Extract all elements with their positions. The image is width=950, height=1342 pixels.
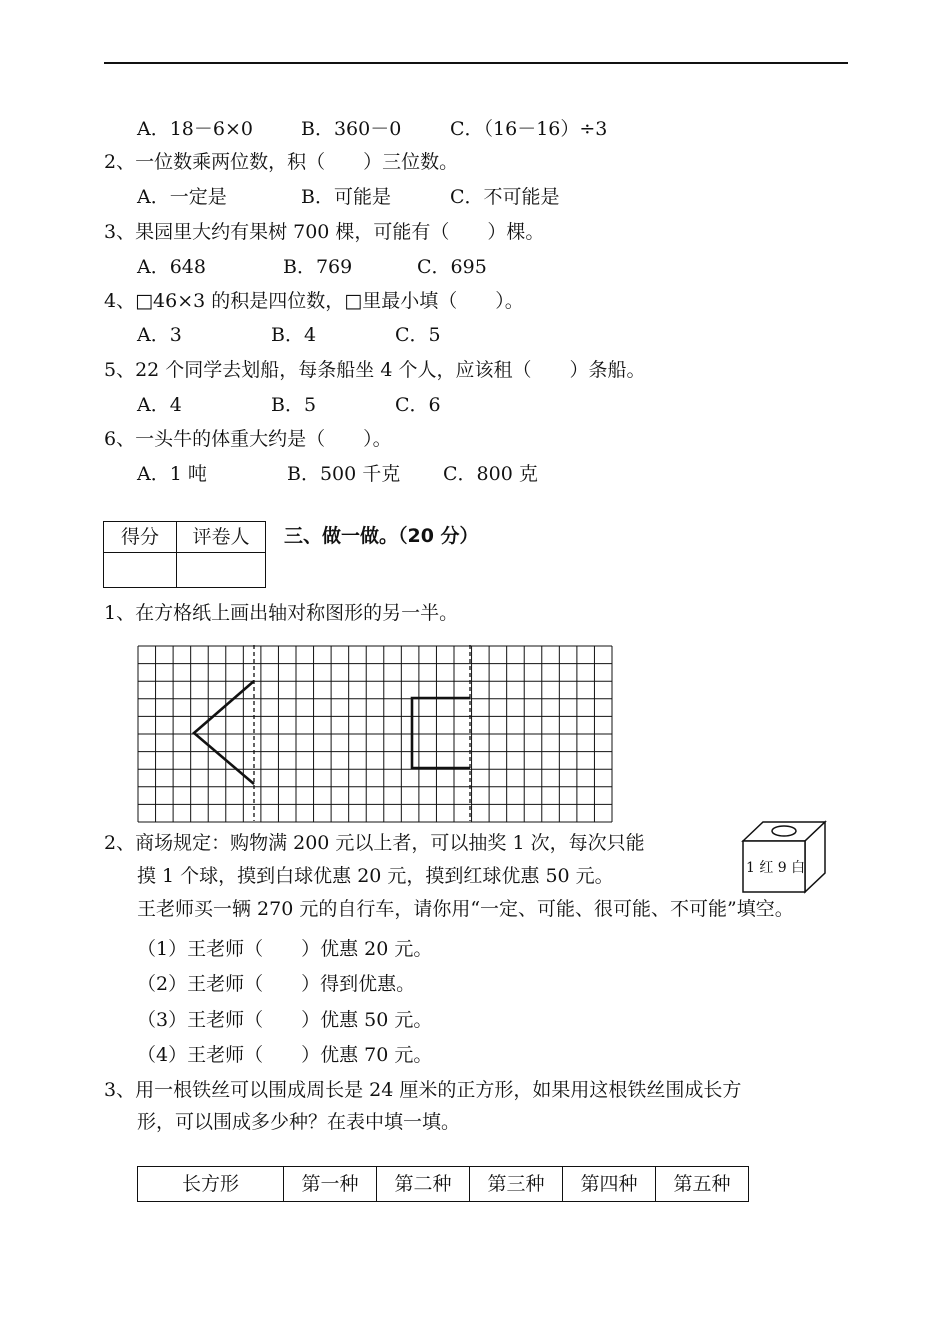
lottery-box-icon [740,820,828,894]
column-fourth: 第四种 [563,1167,656,1202]
sub-question-4: （4）王老师（ ）优惠 70 元。 [137,1044,433,1066]
option-c: C．695 [417,256,487,278]
lottery-box-label: 1 红 9 白 [746,860,806,876]
option-a: A．一定是 [137,186,227,208]
half-figure-left [194,681,254,784]
grid-lines [138,646,612,822]
option-a: A．4 [137,394,182,416]
question-4-options [137,326,441,345]
sub-question-2: （2）王老师（ ）得到优惠。 [137,973,416,995]
half-figure-right [412,698,470,768]
score-label: 得分 [104,522,177,553]
question-6-options [137,465,538,484]
column-first: 第一种 [284,1167,377,1202]
question-6: 6、一头牛的体重大约是（ ）。 [104,428,392,450]
option-a: A．648 [137,256,206,278]
option-b: B．769 [283,256,353,278]
option-b: B．360－0 [301,118,402,140]
score-table [103,521,266,588]
question-4: 4、□46×3 的积是四位数，□里最小填（ ）。 [104,290,524,312]
option-a: A．18－6×0 [137,118,253,140]
column-fifth: 第五种 [656,1167,749,1202]
question-2: 2、一位数乘两位数，积（ ）三位数。 [104,151,459,173]
sub-question-1: （1）王老师（ ）优惠 20 元。 [137,938,433,960]
prev-question-options [137,120,607,139]
rectangle-header: 长方形 [138,1167,284,1202]
sub-question-3: （3）王老师（ ）优惠 50 元。 [137,1009,433,1031]
option-c: C．5 [395,324,441,346]
option-b: B．5 [271,394,317,416]
option-a: A．1 吨 [137,463,207,485]
section-3-question-2-line-3: 王老师买一辆 270 元的自行车，请你用“一定、可能、很可能、不可能”填空。 [137,898,794,920]
grid-paper[interactable] [137,645,613,823]
grader-cell[interactable] [177,553,266,588]
section-3-question-3-line-1: 3、用一根铁丝可以围成周长是 24 厘米的正方形，如果用这根铁丝围成长方 [104,1079,742,1101]
option-c: C．不可能是 [450,186,560,208]
top-rule [104,62,848,64]
score-cell[interactable] [104,553,177,588]
option-b: B．500 千克 [287,463,401,485]
grader-label: 评卷人 [177,522,266,553]
section-3-title: 三、做一做。（20 分） [284,525,479,547]
section-3-question-1: 1、在方格纸上画出轴对称图形的另一半。 [104,602,459,624]
column-second: 第二种 [377,1167,470,1202]
question-5: 5、22 个同学去划船，每条船坐 4 个人，应该租（ ）条船。 [104,359,646,381]
section-3-question-2-line-1: 2、商场规定：购物满 200 元以上者，可以抽奖 1 次，每次只能 [104,832,645,854]
column-third: 第三种 [470,1167,563,1202]
question-2-options [137,188,560,207]
question-5-options [137,396,441,415]
question-3: 3、果园里大约有果树 700 棵，可能有（ ）棵。 [104,221,545,243]
option-a: A．3 [137,324,182,346]
option-c: C．6 [395,394,441,416]
option-b: B．可能是 [301,186,391,208]
section-3-question-2-line-2: 摸 1 个球，摸到白球优惠 20 元，摸到红球优惠 50 元。 [137,865,614,887]
rectangle-table [137,1166,749,1202]
option-c: C．800 克 [443,463,538,485]
section-3-question-3-line-2: 形，可以围成多少种？在表中填一填。 [137,1111,461,1133]
option-c: C．（16－16）÷3 [450,118,608,140]
question-3-options [137,258,487,277]
option-b: B．4 [271,324,317,346]
